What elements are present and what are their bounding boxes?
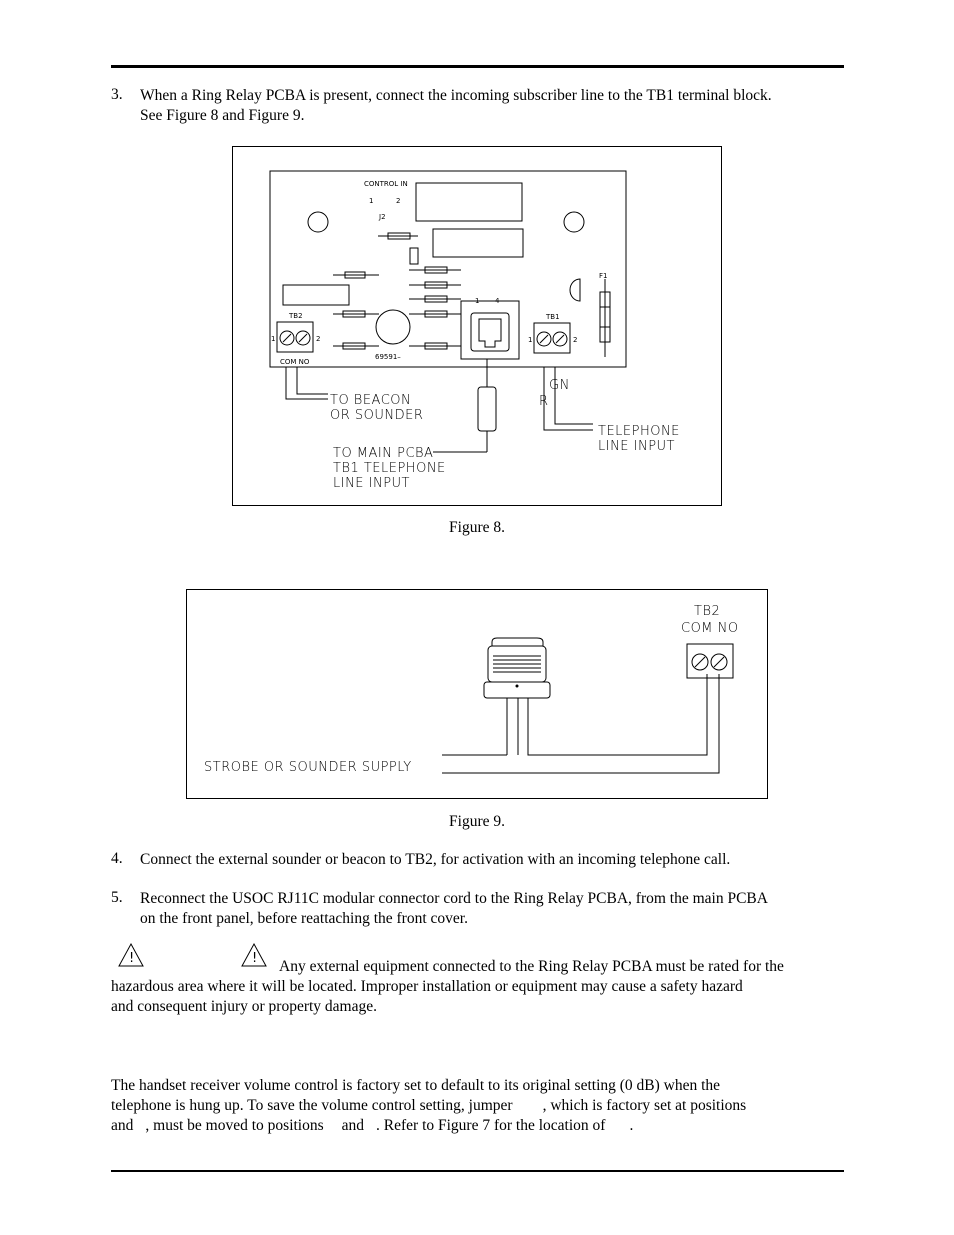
warning-symbol-right: ! bbox=[252, 951, 258, 966]
figure-8-frame bbox=[232, 146, 722, 506]
volume-line-2 bbox=[111, 1096, 851, 1116]
label-main-pcba-2: TB1 TELEPHONE bbox=[333, 461, 446, 476]
step-3-text bbox=[140, 86, 850, 126]
label-j2: J2 bbox=[379, 213, 386, 221]
label-gn: GN bbox=[549, 378, 570, 393]
ic-component bbox=[433, 229, 523, 257]
volume-line-2-b: , which is factory set at positions bbox=[542, 1097, 747, 1114]
relay-component bbox=[416, 183, 522, 221]
label-supply: STROBE OR SOUNDER SUPPLY bbox=[204, 760, 412, 775]
label-control-in: CONTROL IN bbox=[364, 180, 408, 188]
step-5-line-1: Reconnect the USOC RJ11C modular connector cord to the Ring Relay PCBA, from the main PCBA bbox=[140, 890, 768, 907]
step-4-number: 4. bbox=[111, 850, 123, 867]
label-pin-2: 2 bbox=[396, 197, 401, 205]
step-5-number: 5. bbox=[111, 889, 123, 906]
label-tb2-pin-2: 2 bbox=[316, 335, 321, 343]
step-5-line-2: on the front panel, before reattaching the front cover. bbox=[140, 910, 468, 927]
label-tb2: TB2 bbox=[289, 312, 303, 320]
rj11-plug bbox=[478, 387, 496, 431]
label-telephone-1: TELEPHONE bbox=[598, 424, 680, 439]
step-5-text bbox=[140, 889, 850, 929]
board-component-box bbox=[283, 285, 349, 305]
step-3-number: 3. bbox=[111, 86, 123, 103]
volume-line-1: The handset receiver volume control is factory set to default to its original setting (0 dB) when the bbox=[111, 1077, 721, 1094]
figure-8-diagram bbox=[233, 147, 721, 505]
volume-paragraph bbox=[111, 1076, 851, 1136]
warning-line-3: and consequent injury or property damage. bbox=[111, 998, 377, 1015]
footer-rule bbox=[111, 1170, 844, 1172]
volume-line-3-e: . bbox=[629, 1117, 634, 1134]
label-main-pcba-1: TO MAIN PCBA bbox=[333, 446, 434, 461]
volume-line-3-a: and bbox=[111, 1117, 134, 1134]
figure-9-diagram bbox=[187, 590, 767, 798]
figure-8-caption: Figure 8. bbox=[449, 519, 505, 536]
label-com-no: COM NO bbox=[681, 621, 739, 636]
capacitor bbox=[376, 310, 410, 344]
volume-line-2-a: telephone is hung up. To save the volume control setting, jumper bbox=[111, 1097, 513, 1114]
label-com-no: COM NO bbox=[280, 358, 310, 366]
label-main-pcba-3: LINE INPUT bbox=[333, 476, 411, 491]
step-3-line-1: When a Ring Relay PCBA is present, connect the incoming subscriber line to the TB1 terminal block. bbox=[140, 87, 772, 104]
label-tb2-pin-1: 1 bbox=[271, 335, 276, 343]
label-f1: F1 bbox=[599, 272, 608, 280]
label-pin-1: 1 bbox=[369, 197, 374, 205]
label-to-beacon-2: OR SOUNDER bbox=[330, 408, 424, 423]
warning-line-1: Any external equipment connected to the Ring Relay PCBA must be rated for the bbox=[279, 958, 784, 975]
warning-text bbox=[111, 957, 851, 1017]
beacon-dome bbox=[492, 638, 543, 646]
label-tb2: TB2 bbox=[694, 604, 721, 619]
label-to-beacon-1: TO BEACON bbox=[330, 393, 412, 408]
rj11-jack bbox=[461, 301, 519, 359]
tb1-terminal bbox=[534, 323, 570, 353]
header-rule bbox=[111, 65, 844, 68]
volume-line-3-b: , must be moved to positions bbox=[145, 1117, 324, 1134]
label-tb1-pin-2: 2 bbox=[573, 336, 578, 344]
figure-9-caption: Figure 9. bbox=[449, 813, 505, 830]
mounting-hole-right bbox=[564, 212, 584, 232]
led bbox=[570, 279, 580, 301]
step-3-line-2: See Figure 8 and Figure 9. bbox=[140, 107, 305, 124]
tb2-terminal bbox=[687, 644, 733, 678]
warning-line-2: hazardous area where it will be located. Improper installation or equipment may cause a safety hazard bbox=[111, 978, 743, 995]
label-jack-pin-4: 4 bbox=[495, 297, 500, 305]
step-4-text: Connect the external sounder or beacon to TB2, for activation with an incoming telephone call. bbox=[140, 851, 731, 868]
label-jack-pin-1: 1 bbox=[475, 297, 480, 305]
jumper-block bbox=[410, 248, 418, 264]
volume-line-3-d: . Refer to Figure 7 for the location of bbox=[376, 1117, 606, 1134]
label-part-number: 69591– bbox=[375, 353, 401, 361]
tb2-terminal bbox=[277, 322, 313, 352]
warning-symbol-left: ! bbox=[129, 951, 135, 966]
label-tb1-pin-1: 1 bbox=[528, 336, 533, 344]
volume-line-3 bbox=[111, 1116, 851, 1136]
label-telephone-2: LINE INPUT bbox=[598, 439, 676, 454]
mounting-hole-left bbox=[308, 212, 328, 232]
label-tb1: TB1 bbox=[546, 313, 560, 321]
volume-line-3-c: and bbox=[341, 1117, 365, 1134]
figure-9-frame bbox=[186, 589, 768, 799]
label-r: R bbox=[539, 394, 549, 409]
beacon-base bbox=[484, 682, 550, 698]
